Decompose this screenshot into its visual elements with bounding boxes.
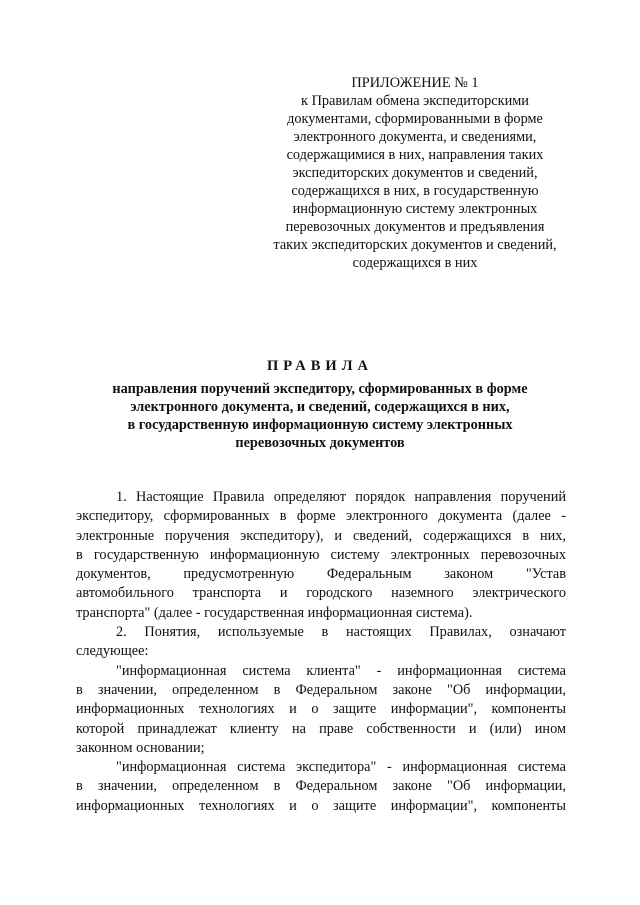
body-text-line: следующее: <box>76 643 149 660</box>
body-text-line: которой принадлежат клиенту на праве собственности и (или) ином <box>76 720 566 737</box>
body-text-line: в государственную информационную систему электронных перевозочных <box>76 546 566 563</box>
body-text-line: "информационная система клиента" - информационная система <box>116 662 566 679</box>
appendix-line: к Правилам обмена экспедиторскими <box>301 93 529 109</box>
body-text-line: законном основании; <box>76 739 205 756</box>
appendix-header <box>258 74 572 272</box>
body-text-line: документов, предусмотренную Федеральным законом "Устав <box>76 566 566 583</box>
subtitle-line: в государственную информационную систему электронных <box>127 417 513 433</box>
body-text-line: в значении, определенном в Федеральном законе "Об информации, <box>76 778 566 795</box>
subtitle-line: направления поручений экспедитору, сформированных в форме <box>112 381 528 397</box>
body-text-line: 2. Понятия, используемые в настоящих Правилах, означают <box>116 624 566 641</box>
appendix-line: информационную систему электронных <box>292 201 538 217</box>
subtitle-line: электронного документа, и сведений, содержащихся в них, <box>130 399 510 415</box>
document-subtitle <box>60 380 580 452</box>
body-text-line: транспорта" (далее - государственная информационная система). <box>76 604 473 621</box>
body-text-line: электронные поручения экспедитору), и сведений, содержащихся в них, <box>76 527 566 544</box>
body-text-line: 1. Настоящие Правила определяют порядок направления поручений <box>116 489 566 505</box>
body-text-line: информационных технологиях и о защите информации", компоненты <box>76 797 566 814</box>
document-body <box>76 488 566 816</box>
appendix-line: перевозочных документов и предъявления <box>285 219 545 235</box>
appendix-line: содержащихся в них <box>352 255 478 271</box>
body-text-line: в значении, определенном в Федеральном законе "Об информации, <box>76 681 566 698</box>
appendix-line: ПРИЛОЖЕНИЕ № 1 <box>351 75 479 91</box>
document-title: ПРАВИЛА <box>267 358 373 374</box>
appendix-line: документами, сформированными в форме <box>287 111 543 127</box>
body-text-line: экспедитору, сформированных в форме электронного документа (далее - <box>76 508 566 525</box>
appendix-line: содержащимися в них, направления таких <box>286 147 544 163</box>
body-text-line: "информационная система экспедитора" - информационная система <box>116 759 566 776</box>
body-text-line: информационных технологиях и о защите информации", компоненты <box>76 701 566 718</box>
appendix-line: таких экспедиторских документов и сведений, <box>273 237 557 253</box>
appendix-line: электронного документа, и сведениями, <box>293 129 537 145</box>
subtitle-line: перевозочных документов <box>235 435 405 451</box>
appendix-line: содержащихся в них, в государственную <box>291 183 539 199</box>
appendix-line: экспедиторских документов и сведений, <box>292 165 538 181</box>
body-text-line: автомобильного транспорта и городского наземного электрического <box>76 585 566 602</box>
